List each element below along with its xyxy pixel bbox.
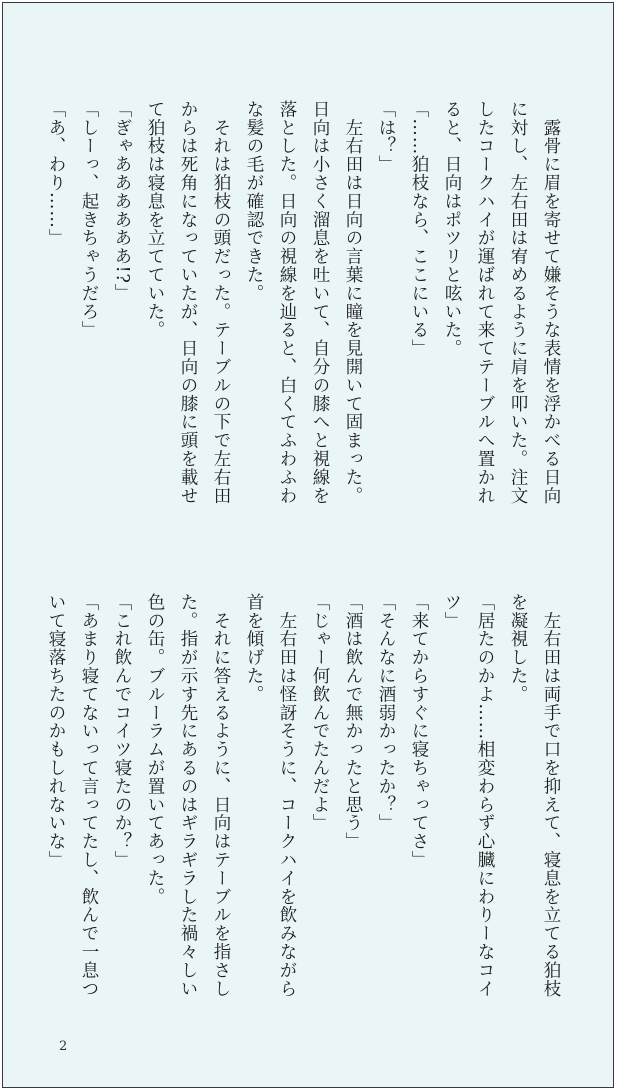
text-line: 「居たのかよ……相変わらず心臓にわりーなコイ: [475, 593, 495, 998]
text-line: 「あまり寝てないって言ってたし、飲んで一息つ: [79, 593, 99, 998]
text-line: 「酒は飲んで無かったと思う」: [343, 593, 363, 851]
text-line: 「これ飲んでコイツ寝たのか？」: [112, 593, 132, 869]
text-line: て狛枝は寝息を立てていた。: [145, 100, 165, 340]
text-line: 「ぎゃああああああ!?」: [112, 100, 132, 303]
text-line: 首を傾げた。: [244, 593, 264, 704]
text-line: それに答えるように、日向はテーブルを指さし: [211, 593, 231, 998]
text-line: したコークハイが運ばれて来てテーブルへ置かれ: [475, 100, 495, 505]
text-line: いて寝落ちたのかもしれないな」: [46, 593, 66, 869]
text-line: からは死角になっていたが、日向の膝に頭を載せ: [178, 100, 198, 505]
text-column-top: [39, 100, 567, 540]
text-line: 「……狛枝なら、ここにいる」: [409, 100, 429, 358]
text-line: た。指が示す先にあるのはギラギラした禍々しい: [178, 593, 198, 998]
text-line: 色の缶。ブルーラムが置いてあった。: [145, 593, 165, 906]
text-column-bottom: [39, 593, 567, 1033]
book-page: [2, 2, 614, 1088]
text-line: な髪の毛が確認できた。: [244, 100, 264, 303]
text-line: それは狛枝の頭だった。テーブルの下で左右田: [211, 100, 231, 505]
text-line: 露骨に眉を寄せて嫌そうな表情を浮かべる日向: [541, 100, 561, 505]
text-line: 「そんなに酒弱かったか？」: [376, 593, 396, 833]
text-line: 「あ、わり……」: [46, 100, 66, 248]
text-line: 左右田は両手で口を抑えて、寝息を立てる狛枝: [541, 593, 561, 998]
text-line: 日向は小さく溜息を吐いて、自分の膝へと視線を: [310, 100, 330, 505]
text-line: 落とした。日向の視線を辿ると、白くてふわふわ: [277, 100, 297, 505]
text-line: 「来てからすぐに寝ちゃってさ」: [409, 593, 429, 869]
text-line: 左右田は日向の言葉に瞳を見開いて固まった。: [343, 100, 363, 505]
text-line: 左右田は怪訝そうに、コークハイを飲みながら: [277, 593, 297, 998]
text-line: に対し、左右田は宥めるように肩を叩いた。注文: [508, 100, 528, 505]
text-line: ツ」: [442, 593, 462, 630]
text-line: ると、日向はポツリと呟いた。: [442, 100, 462, 358]
text-line: 「は？」: [376, 100, 396, 174]
text-line: 「しーっ、起きちゃうだろ」: [79, 100, 99, 340]
page-number: 2: [59, 1039, 68, 1054]
text-line: 「じゃー何飲んでたんだよ」: [310, 593, 330, 833]
text-line: を凝視した。: [508, 593, 528, 704]
